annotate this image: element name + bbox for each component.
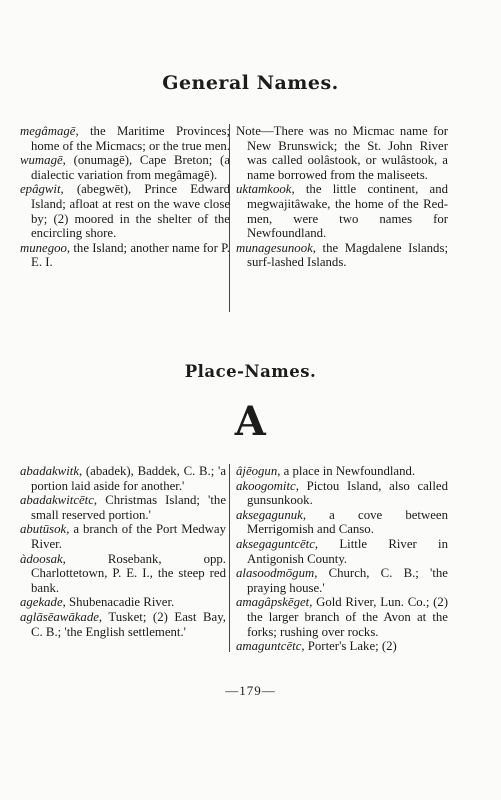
- entry-text: , Tusket; (2) East Bay, C. B.; 'the English settlement.': [31, 609, 226, 639]
- entry-text: , the Magdalene Islands; surf-lashed Islands.: [247, 240, 448, 270]
- entry-text: , Church, C. B.; 'the praying house.': [247, 566, 448, 595]
- general-names-right-column: [229, 124, 448, 312]
- entry-term: uktamkook: [236, 182, 292, 197]
- entry: [20, 522, 226, 551]
- entry-term: epâgwit: [20, 182, 61, 197]
- entry-text: , Pictou Island, also called gunsunkook.: [247, 478, 448, 508]
- entry: [20, 493, 226, 522]
- entry-text: , the Maritime Provinces; home of the Micmacs; or the true men.: [31, 124, 231, 153]
- page-number: —179—: [225, 683, 276, 698]
- entry: [20, 610, 226, 639]
- entry-text: , Shubenacadie River.: [62, 595, 175, 610]
- entry: [236, 566, 448, 595]
- entry: [20, 241, 230, 270]
- entry-text: , (abadek), Baddek, C. B.; 'a portion laid aside for another.': [31, 464, 226, 493]
- place-names-left-column: [20, 464, 226, 639]
- entry: [20, 552, 226, 596]
- entry: [236, 508, 448, 537]
- entry-term: amaguntcētc: [236, 639, 302, 654]
- entry-term: abutūsok: [20, 522, 67, 537]
- entry-text: , a branch of the Port Medway River.: [31, 522, 226, 551]
- entry-term: akoogomitc: [236, 478, 296, 493]
- entry: [236, 464, 448, 479]
- entry-text: , a place in Newfoundland.: [277, 464, 416, 478]
- entry: [20, 182, 230, 240]
- entry: [236, 479, 448, 508]
- entry-term: munagesunook: [236, 240, 313, 255]
- entry: [236, 241, 448, 270]
- entry-text: , Gold River, Lun. Co.; (2) the larger branch of the Avon at the forks; rushing over rocks.: [247, 595, 448, 639]
- entry-term: amagâpskēget: [236, 595, 310, 610]
- section-heading-general-names: General Names.: [162, 72, 339, 94]
- entry-text: , (onumagē), Cape Breton; (a dialectic variation from megâmagē).: [31, 153, 230, 182]
- place-names-right-column: [229, 464, 448, 652]
- entry: [236, 595, 448, 639]
- entry-term: alasoodmōgum: [236, 566, 315, 581]
- entry: [20, 153, 230, 182]
- entry-term: agekade: [20, 595, 63, 610]
- entry-text: , a cove between Merrigomish and Canso.: [247, 507, 448, 537]
- entry-term: àdoosak: [20, 551, 63, 566]
- entry-text: , Porter's Lake; (2): [301, 639, 397, 654]
- letter-heading: A: [234, 398, 267, 445]
- general-names-left-column: [20, 124, 230, 270]
- entry-term: aksegagunuk: [236, 507, 303, 522]
- entry-term: aksegaguntcētc: [236, 536, 315, 551]
- entry: [20, 595, 226, 610]
- entry: [20, 464, 226, 493]
- entry-term: aglāsēawākade: [20, 609, 99, 624]
- entry-term: wumagē: [20, 153, 63, 168]
- note-entry: [236, 124, 448, 182]
- entry-text: , Rosebank, opp. Charlottetown, P. E. I., the steep red bank.: [31, 551, 226, 595]
- entry-text: , the Island; another name for P. E. I.: [31, 240, 230, 270]
- entry-text: , the little continent, and megwajitâwake, the home of the Red-men, were two names for Newfoundland.: [247, 182, 448, 241]
- entry-term: âjēogun: [236, 464, 278, 478]
- entry-term: abadakwitk: [20, 464, 79, 478]
- entry-term: abadakwitcētc: [20, 493, 94, 508]
- entry: [20, 124, 230, 153]
- entry: [236, 639, 448, 654]
- entry-text: , (abegwēt), Prince Edward Island; afloat at rest on the wave close by; (2) moored in the shelter of the encircling shore.: [31, 182, 230, 241]
- entry-term: megâmagē: [20, 124, 76, 138]
- section-heading-place-names: Place-Names.: [184, 362, 317, 381]
- entry: [236, 537, 448, 566]
- entry-text: , Christmas Island; 'the small reserved portion.': [31, 493, 226, 522]
- entry-text: , Little River in Antigonish County.: [247, 536, 448, 566]
- entry-text: Note—There was no Micmac name for New Brunswick; the St. John River was called oolâstook, or wulâstook, a name borrowed from the maliseets.: [236, 124, 448, 182]
- entry-term: munegoo: [20, 240, 67, 255]
- entry: [236, 182, 448, 240]
